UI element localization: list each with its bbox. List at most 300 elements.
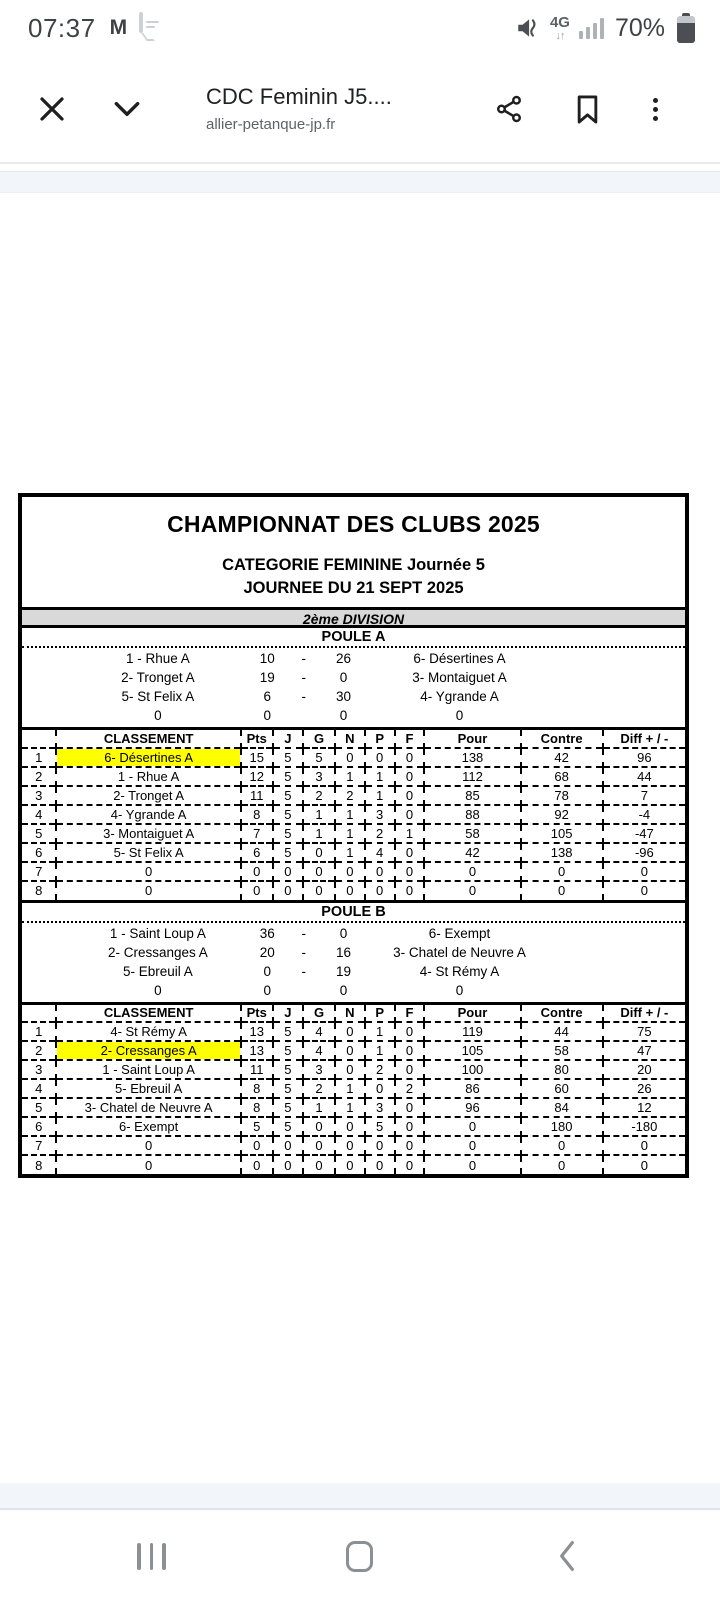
standing-f: 0: [395, 1098, 425, 1117]
standing-n: 0: [335, 1117, 365, 1136]
match-away-team: 4- Ygrande A: [420, 689, 499, 704]
standing-j: 0: [273, 1155, 303, 1174]
standing-pour: 0: [424, 862, 520, 881]
standing-pour: 58: [424, 824, 520, 843]
match-row: [22, 943, 685, 962]
standings-header-cell: Contre: [521, 1003, 603, 1022]
standing-p: 0: [365, 881, 395, 900]
match-row: [22, 706, 685, 725]
standing-rank: 7: [22, 862, 56, 881]
standing-j: 0: [273, 862, 303, 881]
standing-diff: 12: [603, 1098, 685, 1117]
standing-rank: 7: [22, 1136, 56, 1155]
standing-diff: 75: [603, 1022, 685, 1041]
standing-pts: 0: [241, 1136, 273, 1155]
standing-pts: 13: [241, 1041, 273, 1060]
division-label: 2ème DIVISION: [302, 611, 405, 627]
standing-p: 0: [365, 748, 395, 767]
standing-g: 0: [303, 862, 335, 881]
standing-j: 5: [273, 843, 303, 862]
standings-header-cell: G: [303, 729, 335, 748]
standings-row: [22, 805, 685, 824]
standing-f: 1: [395, 824, 425, 843]
standings-row: [22, 1117, 685, 1136]
standing-pts: 11: [241, 1060, 273, 1079]
match-away-team: 3- Chatel de Neuvre A: [393, 944, 526, 960]
standing-rank: 8: [22, 881, 56, 900]
standing-pts: 0: [241, 862, 273, 881]
standing-rank: 6: [22, 1117, 56, 1136]
standing-diff: 0: [603, 862, 685, 881]
standing-rank: 1: [22, 1022, 56, 1041]
match-separator: -: [301, 651, 306, 666]
standings-row: [22, 1155, 685, 1174]
standing-pour: 85: [424, 786, 520, 805]
standing-pts: 15: [241, 748, 273, 767]
poule-section: [22, 628, 685, 900]
recents-button[interactable]: [137, 1543, 166, 1570]
standings-row: [22, 1022, 685, 1041]
standing-pour: 138: [424, 748, 520, 767]
standing-p: 2: [365, 824, 395, 843]
poule-title: POULE B: [22, 903, 685, 923]
overflow-menu-button[interactable]: [648, 93, 662, 125]
standing-p: 3: [365, 805, 395, 824]
recents-icon: [137, 1543, 141, 1570]
signal-bars-icon: [579, 17, 604, 39]
match-home-team: 2- Cressanges A: [108, 944, 208, 960]
standings-header-cell: CLASSEMENT: [56, 1003, 240, 1022]
standing-g: 4: [303, 1041, 335, 1060]
standing-pts: 0: [241, 1155, 273, 1174]
standing-n: 1: [335, 824, 365, 843]
match-away-score: 16: [336, 944, 352, 960]
standings-header-cell: Pour: [424, 729, 520, 748]
standing-j: 5: [273, 1022, 303, 1041]
page-title: CDC Feminin J5....: [206, 83, 392, 109]
standings-header-cell: N: [335, 1003, 365, 1022]
standing-contre: 78: [521, 786, 603, 805]
standings-header-cell: N: [335, 729, 365, 748]
match-row: [22, 924, 685, 943]
match-separator: [287, 706, 320, 725]
match-away-team: 3- Montaiguet A: [412, 670, 507, 685]
standing-f: 0: [395, 1022, 425, 1041]
standing-rank: 4: [22, 1079, 56, 1098]
match-row: [22, 668, 685, 687]
standing-f: 0: [395, 805, 425, 824]
bookmark-button[interactable]: [572, 94, 602, 124]
standing-g: 3: [303, 767, 335, 786]
standing-n: 1: [335, 805, 365, 824]
standing-pts: 8: [241, 805, 273, 824]
chevron-down-icon: [111, 93, 143, 125]
standing-contre: 105: [521, 824, 603, 843]
document-title: CHAMPIONNAT DES CLUBS 2025: [167, 511, 540, 537]
match-away-team: 4- St Rémy A: [419, 963, 500, 979]
battery-icon: [676, 13, 696, 43]
document-date-line: JOURNEE DU 21 SEPT 2025: [243, 579, 464, 597]
standing-f: 0: [395, 1155, 425, 1174]
standing-g: 1: [303, 1098, 335, 1117]
standing-pour: 0: [424, 881, 520, 900]
standing-g: 0: [303, 843, 335, 862]
standing-g: 0: [303, 1136, 335, 1155]
status-time: 07:37: [28, 12, 96, 43]
standing-g: 3: [303, 1060, 335, 1079]
poule-section: [22, 900, 685, 1175]
standing-team: 2- Cressanges A: [56, 1041, 240, 1060]
standing-pour: 119: [424, 1022, 520, 1041]
standing-p: 2: [365, 1060, 395, 1079]
standing-pour: 100: [424, 1060, 520, 1079]
expand-button[interactable]: [110, 92, 144, 126]
standing-f: 0: [395, 881, 425, 900]
standing-rank: 3: [22, 786, 56, 805]
standing-j: 0: [273, 881, 303, 900]
match-row: [22, 687, 685, 706]
match-home-score: 0: [263, 963, 272, 979]
standings-row: [22, 1079, 685, 1098]
standing-contre: 42: [521, 748, 603, 767]
standing-team: 5- St Felix A: [56, 843, 240, 862]
standing-pour: 86: [424, 1079, 520, 1098]
standings-header-cell: P: [365, 1003, 395, 1022]
standing-pour: 0: [424, 1155, 520, 1174]
standing-f: 0: [395, 786, 425, 805]
match-away-team: 0: [455, 982, 464, 998]
notification-app-letter: M: [109, 16, 128, 39]
standing-j: 5: [273, 748, 303, 767]
standing-pour: 112: [424, 767, 520, 786]
standing-diff: 0: [603, 1136, 685, 1155]
standing-contre: 80: [521, 1060, 603, 1079]
standing-pts: 6: [241, 843, 273, 862]
standings-header-cell: Pts: [241, 1003, 273, 1022]
standings-header-rank: [22, 729, 56, 748]
standing-contre: 0: [521, 1136, 603, 1155]
share-button[interactable]: [494, 94, 524, 124]
match-away-score: 0: [339, 925, 348, 941]
standings-row: [22, 843, 685, 862]
standing-contre: 0: [521, 1155, 603, 1174]
poules: [22, 628, 685, 1174]
match-away-score: 30: [336, 689, 352, 704]
standing-pts: 0: [241, 881, 273, 900]
standing-f: 0: [395, 862, 425, 881]
standing-f: 2: [395, 1079, 425, 1098]
standing-diff: 44: [603, 767, 685, 786]
home-button[interactable]: [346, 1541, 373, 1572]
standing-team: 1 - Rhue A: [56, 767, 240, 786]
standing-team: 2- Tronget A: [56, 786, 240, 805]
standings-header-cell: P: [365, 729, 395, 748]
match-row: [22, 962, 685, 981]
standings-header-cell: Contre: [521, 729, 603, 748]
standing-j: 5: [273, 1079, 303, 1098]
standing-p: 1: [365, 767, 395, 786]
standing-g: 5: [303, 748, 335, 767]
standing-diff: 0: [603, 1155, 685, 1174]
standing-p: 0: [365, 1136, 395, 1155]
standing-team: 6- Désertines A: [56, 748, 240, 767]
network-type-indicator: [550, 15, 570, 42]
standing-p: 5: [365, 1117, 395, 1136]
standing-n: 0: [335, 1136, 365, 1155]
standing-contre: 138: [521, 843, 603, 862]
standing-g: 2: [303, 1079, 335, 1098]
match-home-team: 5- Ebreuil A: [123, 963, 193, 979]
standing-team: 3- Montaiguet A: [56, 824, 240, 843]
standing-diff: 47: [603, 1041, 685, 1060]
standings-row: [22, 1098, 685, 1117]
match-separator: -: [301, 925, 306, 941]
standing-team: 5- Ebreuil A: [56, 1079, 240, 1098]
standings-header-cell: J: [273, 729, 303, 748]
standing-n: 1: [335, 1079, 365, 1098]
match-home-team: 1 - Saint Loup A: [109, 925, 206, 941]
match-separator: [287, 981, 320, 1000]
standing-j: 5: [273, 767, 303, 786]
standings-row: [22, 862, 685, 881]
standing-n: 1: [335, 1098, 365, 1117]
match-home-team: 2- Tronget A: [121, 670, 195, 685]
standing-rank: 2: [22, 767, 56, 786]
standings-table: [22, 1002, 685, 1175]
standing-g: 1: [303, 805, 335, 824]
standing-team: 4- Ygrande A: [56, 805, 240, 824]
document-subtitle: CATEGORIE FEMININE Journée 5: [222, 556, 485, 574]
standings-header-cell: Pour: [424, 1003, 520, 1022]
standing-p: 1: [365, 1022, 395, 1041]
close-button[interactable]: [36, 93, 68, 125]
standing-rank: 8: [22, 1155, 56, 1174]
standing-pour: 88: [424, 805, 520, 824]
standing-f: 0: [395, 1117, 425, 1136]
standing-j: 5: [273, 1060, 303, 1079]
kebab-menu-icon: [653, 98, 658, 103]
standing-rank: 3: [22, 1060, 56, 1079]
standing-pts: 11: [241, 786, 273, 805]
match-home-score: 20: [259, 944, 275, 960]
standing-n: 2: [335, 786, 365, 805]
standing-diff: 0: [603, 881, 685, 900]
viewer-bottom-strip: [0, 1483, 720, 1510]
standing-rank: 5: [22, 1098, 56, 1117]
page-title-group: [206, 83, 494, 136]
standing-pts: 5: [241, 1117, 273, 1136]
standing-j: 5: [273, 1117, 303, 1136]
system-nav-bar: [0, 1512, 720, 1600]
standings-header-cell: Diff + / -: [620, 730, 669, 746]
standing-n: 0: [335, 1041, 365, 1060]
standing-diff: 96: [603, 748, 685, 767]
back-icon: [554, 1540, 580, 1572]
standing-team: 4- St Rémy A: [56, 1022, 240, 1041]
match-row: [22, 649, 685, 668]
match-separator: -: [301, 689, 306, 704]
standing-pts: 13: [241, 1022, 273, 1041]
match-home-team: 1 - Rhue A: [126, 651, 190, 666]
match-home-score: 0: [263, 708, 272, 723]
match-home-team: 5- St Felix A: [121, 689, 195, 704]
standing-pour: 96: [424, 1098, 520, 1117]
match-away-score: 0: [339, 982, 348, 998]
standing-n: 0: [335, 862, 365, 881]
header-divider: [0, 162, 720, 164]
standings-header-cell: CLASSEMENT: [56, 729, 240, 748]
standings-header-row: [22, 729, 685, 748]
match-away-score: 19: [336, 963, 352, 979]
match-away-score: 26: [336, 651, 352, 666]
standing-f: 0: [395, 1060, 425, 1079]
match-away-team: 6- Exempt: [428, 925, 491, 941]
match-away-team: 0: [455, 708, 464, 723]
muted-speaker-icon: [515, 15, 541, 41]
standing-p: 1: [365, 1041, 395, 1060]
standing-pts: 12: [241, 767, 273, 786]
standing-pour: 0: [424, 1117, 520, 1136]
standings-row: [22, 881, 685, 900]
standing-contre: 60: [521, 1079, 603, 1098]
standing-rank: 1: [22, 748, 56, 767]
standings-row: [22, 1136, 685, 1155]
standing-team: 1 - Saint Loup A: [56, 1060, 240, 1079]
standings-header-cell: G: [303, 1003, 335, 1022]
standing-g: 0: [303, 881, 335, 900]
standings-header-cell: F: [395, 729, 425, 748]
match-home-score: 10: [259, 651, 275, 666]
standings-row: [22, 748, 685, 767]
match-home-team: 0: [154, 982, 162, 998]
standing-contre: 0: [521, 881, 603, 900]
battery-percent: 70%: [614, 13, 665, 42]
standings-row: [22, 786, 685, 805]
match-away-team: 6- Désertines A: [413, 651, 506, 666]
standing-contre: 84: [521, 1098, 603, 1117]
standing-pts: 7: [241, 824, 273, 843]
standing-f: 0: [395, 1041, 425, 1060]
standings-header-cell: J: [273, 1003, 303, 1022]
standing-f: 0: [395, 1136, 425, 1155]
match-separator: -: [301, 944, 306, 960]
standing-g: 1: [303, 824, 335, 843]
standings-table: [22, 727, 685, 900]
standing-team: 0: [56, 1155, 240, 1174]
standing-f: 0: [395, 748, 425, 767]
standings-row: [22, 1060, 685, 1079]
page-url: allier-petanque-jp.fr: [206, 115, 336, 133]
standing-contre: 44: [521, 1022, 603, 1041]
standings-header-row: [22, 1003, 685, 1022]
standing-j: 0: [273, 1136, 303, 1155]
browser-header: [0, 56, 720, 162]
standing-pts: 8: [241, 1079, 273, 1098]
standing-g: 2: [303, 786, 335, 805]
document-header: [22, 497, 685, 607]
message-bubble-icon: [139, 14, 169, 42]
match-row: [22, 981, 685, 1000]
standings-header-cell: F: [395, 1003, 425, 1022]
standings-header-cell: Diff + / -: [620, 1005, 669, 1021]
standing-j: 5: [273, 805, 303, 824]
standing-diff: -180: [603, 1117, 685, 1136]
standing-j: 5: [273, 1041, 303, 1060]
standing-contre: 58: [521, 1041, 603, 1060]
match-home-team: 0: [154, 708, 162, 723]
pdf-page[interactable]: [18, 493, 689, 1178]
document-viewport[interactable]: [0, 193, 720, 1483]
standing-n: 1: [335, 767, 365, 786]
standing-rank: 6: [22, 843, 56, 862]
standing-diff: 20: [603, 1060, 685, 1079]
match-separator: -: [301, 963, 306, 979]
standings-row: [22, 1041, 685, 1060]
match-away-score: 0: [339, 670, 348, 685]
match-home-score: 36: [259, 925, 275, 941]
standing-n: 0: [335, 881, 365, 900]
match-list: [22, 648, 685, 727]
standing-n: 0: [335, 1022, 365, 1041]
data-arrows-icon: ↓↑: [555, 29, 565, 42]
standing-n: 1: [335, 843, 365, 862]
standing-n: 0: [335, 748, 365, 767]
standings-header-rank: [22, 1003, 56, 1022]
back-button[interactable]: [554, 1540, 580, 1572]
standing-rank: 2: [22, 1041, 56, 1060]
standing-p: 1: [365, 786, 395, 805]
standing-team: 0: [56, 1136, 240, 1155]
match-separator: -: [301, 670, 306, 685]
standing-g: 0: [303, 1155, 335, 1174]
standing-team: 6- Exempt: [56, 1117, 240, 1136]
standing-team: 3- Chatel de Neuvre A: [56, 1098, 240, 1117]
standing-diff: 26: [603, 1079, 685, 1098]
match-home-score: 19: [259, 670, 275, 685]
standing-p: 0: [365, 1155, 395, 1174]
standing-p: 0: [365, 862, 395, 881]
standing-pour: 42: [424, 843, 520, 862]
status-bar: [0, 0, 720, 56]
standing-pts: 8: [241, 1098, 273, 1117]
standing-j: 5: [273, 1098, 303, 1117]
standing-j: 5: [273, 786, 303, 805]
division-band: [22, 607, 685, 628]
standing-team: 0: [56, 862, 240, 881]
standing-rank: 5: [22, 824, 56, 843]
match-home-score: 6: [263, 689, 272, 704]
standing-g: 4: [303, 1022, 335, 1041]
standing-n: 0: [335, 1155, 365, 1174]
close-icon: [37, 94, 67, 124]
standings-header-cell: Pts: [241, 729, 273, 748]
standing-pour: 0: [424, 1136, 520, 1155]
standing-contre: 180: [521, 1117, 603, 1136]
standing-diff: -47: [603, 824, 685, 843]
share-icon: [494, 94, 524, 124]
standing-j: 5: [273, 824, 303, 843]
standing-contre: 0: [521, 862, 603, 881]
standing-pour: 105: [424, 1041, 520, 1060]
standing-contre: 92: [521, 805, 603, 824]
standing-p: 0: [365, 1079, 395, 1098]
match-list: [22, 923, 685, 1002]
match-home-score: 0: [263, 982, 272, 998]
standing-n: 0: [335, 1060, 365, 1079]
standing-diff: -96: [603, 843, 685, 862]
standing-contre: 68: [521, 767, 603, 786]
standing-g: 0: [303, 1117, 335, 1136]
